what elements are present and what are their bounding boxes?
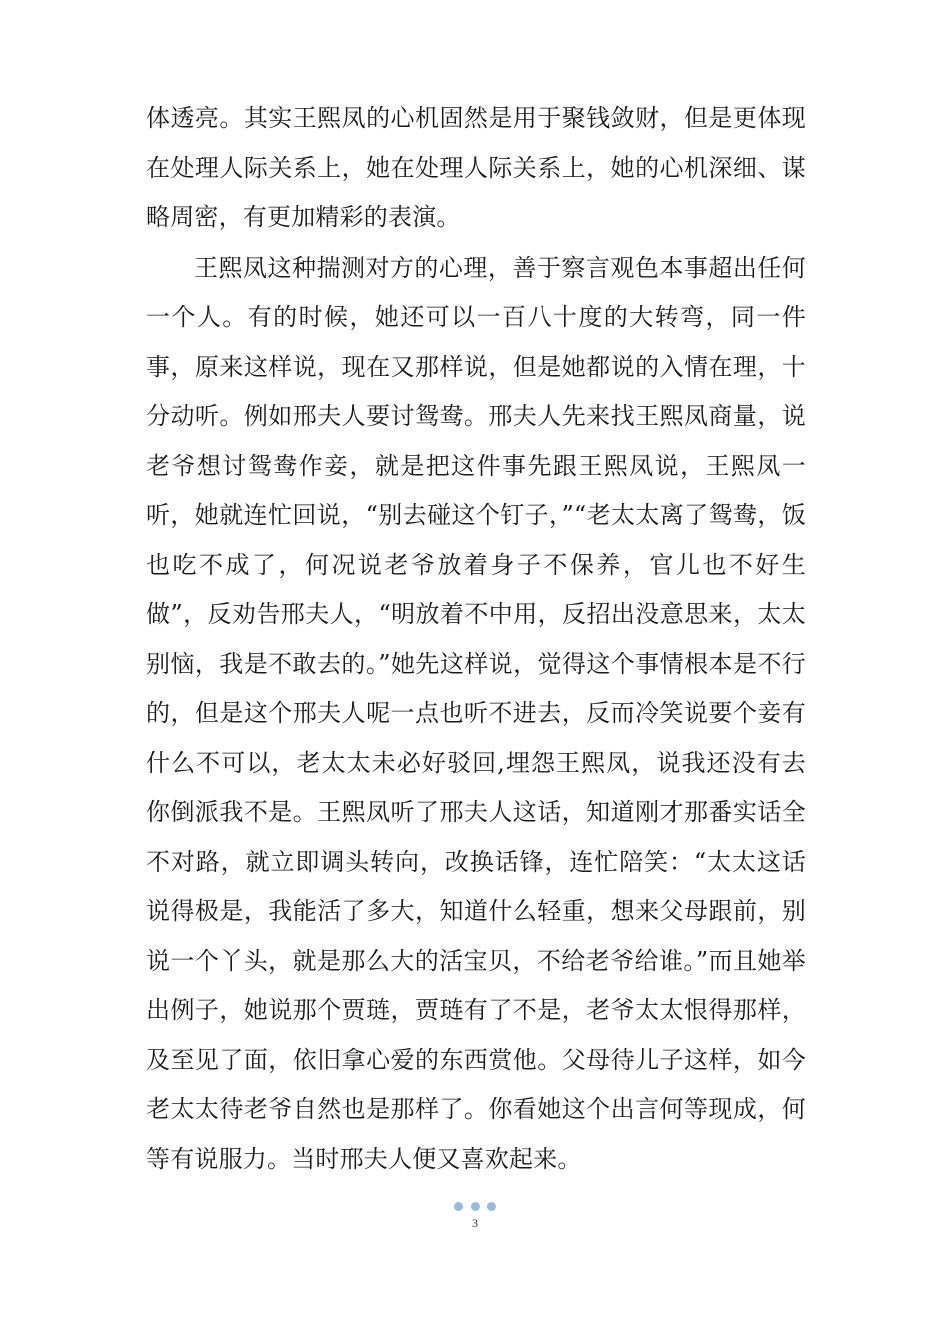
page-number: 3	[472, 1216, 478, 1230]
ornament-dot-icon	[471, 1202, 480, 1211]
paragraph-1: 体透亮。其实王熙凤的心机固然是用于聚钱敛财，但是更体现在处理人际关系上，她在处理人际关系上，她的心机深细、谋略周密，有更加精彩的表演。	[146, 104, 806, 231]
ornament-dot-icon	[487, 1202, 496, 1211]
footer-ornament-dots	[454, 1199, 496, 1213]
ornament-dot-icon	[454, 1202, 463, 1211]
body-text	[146, 94, 806, 1184]
paragraph-2: 王熙凤这种揣测对方的心理，善于察言观色本事超出任何一个人。有的时候，她还可以一百八十度的大转弯，同一件事，原来这样说，现在又那样说，但是她都说的入情在理，十分动听。例如邢夫人要讨鸳鸯。邢夫人先来找王熙凤商量，说老爷想讨鸳鸯作妾，就是把这件事先跟王熙凤说，王熙凤一听，她就连忙回说，“别去碰这个钉子，”“老太太离了鸳鸯，饭也吃不成了，何况说老爷放着身子不保养，官儿也不好生做”，反劝告邢夫人，“明放着不中用，反招出没意思来，太太别恼，我是不敢去的。”她先这样说，觉得这个事情根本是不行的，但是这个邢夫人呢一点也听不进去，反而冷笑说要个妾有什么不可以，老太太未必好驳回,埋怨王熙凤，说我还没有去你倒派我不是。王熙凤听了邢夫人这话，知道刚才那番实话全不对路，就立即调头转向，改换话锋，连忙陪笑：“太太这话说得极是，我能活了多大，知道什么轻重，想来父母跟前，别说一个丫头，就是那么大的活宝贝，不给老爷给谁。”而且她举出例子，她说那个贾琏，贾琏有了不是，老爷太太恨得那样，及至见了面，依旧拿心爱的东西赏他。父母待儿子这样，如今老太太待老爷自然也是那样了。你看她这个出言何等现成，何等有说服力。当时邢夫人便又喜欢起来。	[146, 253, 806, 1173]
